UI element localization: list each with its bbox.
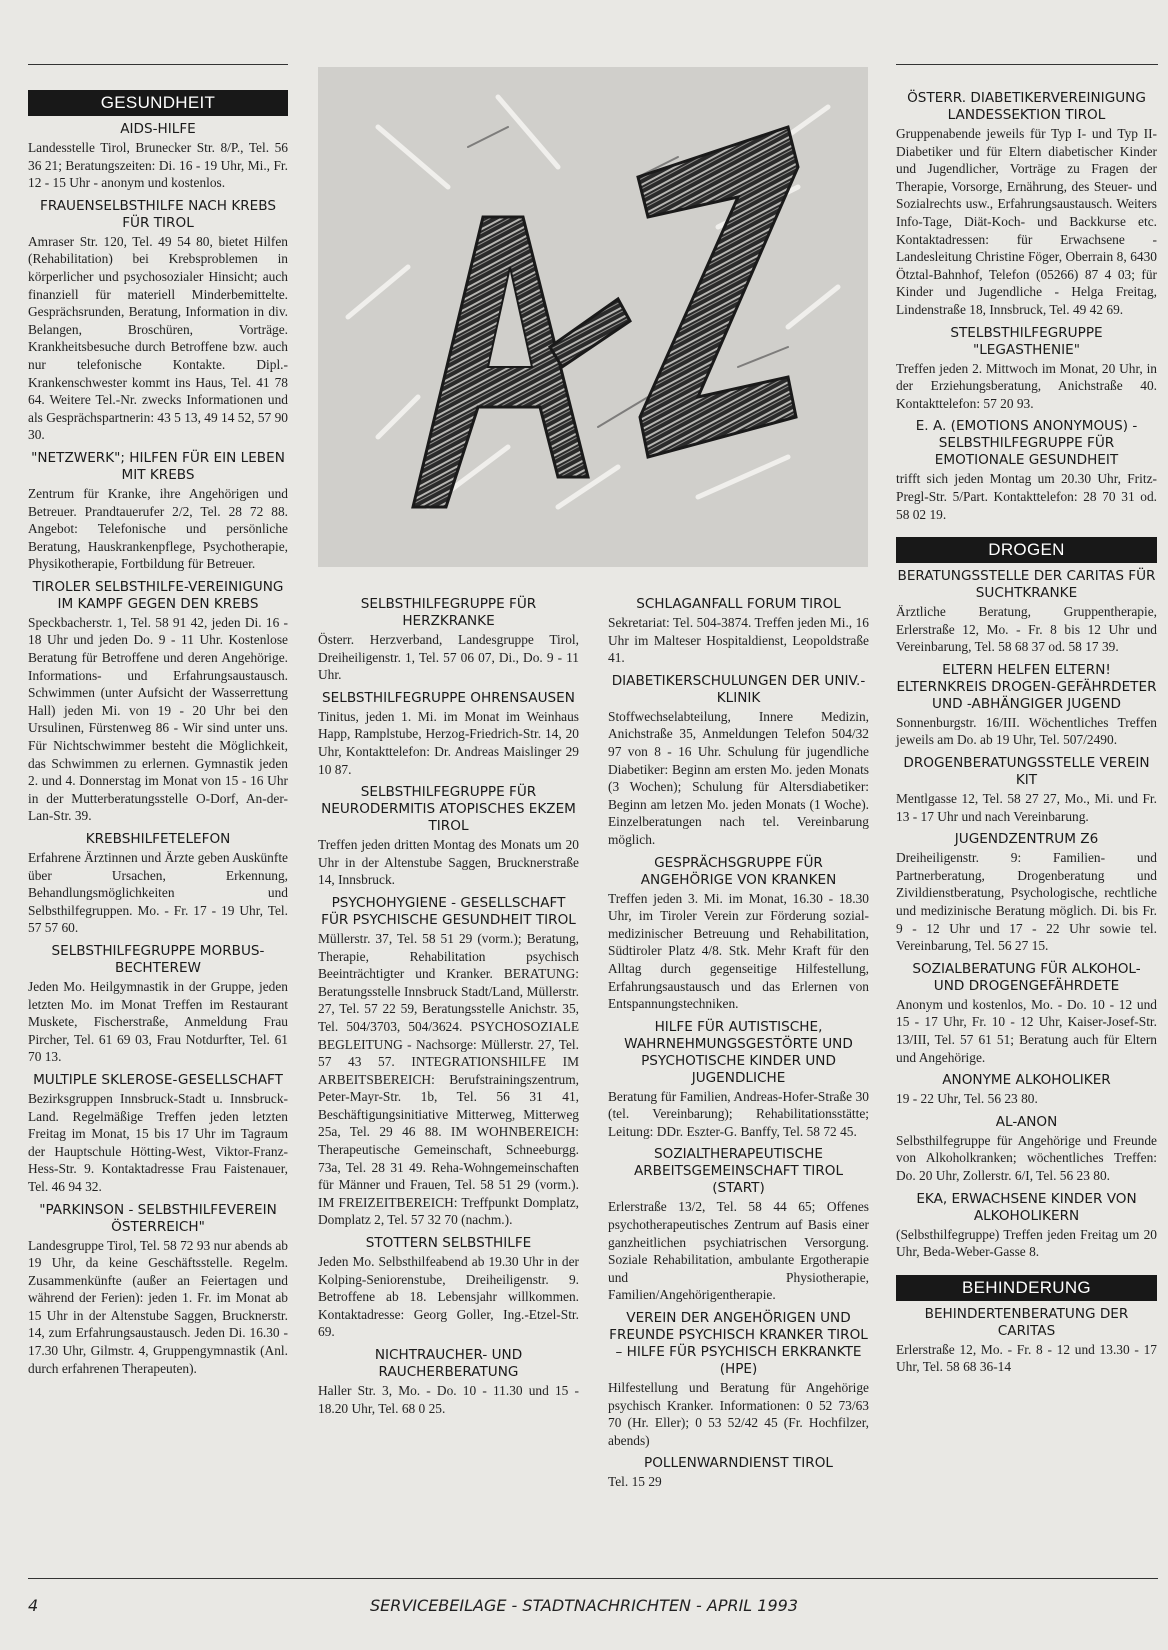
entry-body: Stoffwechselabteilung, Innere Medizin, Anichstraße 35, Anmeldungen Telefon 504/32 97 von 8 - 16 Uhr. Schulung für jugendliche Diabetiker: Beginn am ersten Mo. jeden Monats (3 Wochen); Schulung für Altersdiabetiker: Beginn am letzen Mo. jeden Monats (1 Woche). Einzelberatungen nach tel. Vereinbarung möglich.: [608, 708, 869, 847]
entry-body: Treffen jeden 2. Mittwoch im Monat, 20 Uhr, in der Erziehungsberatung, Anichstraße 40. Kontakttelefon: 57 20 93.: [896, 360, 1157, 411]
column-3: [608, 596, 869, 1497]
entry-title: SELBSTHILFEGRUPPE FÜR NEURODERMITIS ATOPISCHES EKZEM TIROL: [321, 784, 576, 835]
entry-body: Amraser Str. 120, Tel. 49 54 80, bietet Hilfen (Rehabilitation) bei Krebsproblemen in körperlicher und psychosozialer Hinsicht; auch finanziell für materiell Minderbemittelte. Gesprächsrunden, Beratung, Information in div. Belangen, Broschüren, Vorträge. Krankheitsbesuche durch Betroffene bzw. auch nur telefonische Kontakte. Dipl.-Krankenschwester kommt ins Haus, Tel. 41 78 64. Weitere Tel.-Nr. zwecks Informationen und als Gesprächspartnerin: 43 5 13, 49 14 52, 57 90 30.: [28, 233, 288, 443]
entry-body: Treffen jeden 3. Mi. im Monat, 16.30 - 18.30 Uhr, im Tiroler Verein zur Förderung sozial-medizinischer Betreuung und Rehabilitation, Südtiroler Platz 4/8. Stk. Mehr Kraft für den Alltag durch gegenseitige Hilfestellung, Erfahrungsaustausch und das Erlernen von Entspannungstechniken.: [608, 890, 869, 1012]
a-z-illustration: [318, 67, 868, 567]
entry-title: ELTERN HELFEN ELTERN! ELTERNKREIS DROGEN-GEFÄHRDETER UND -ABHÄNGIGER JUGEND: [896, 661, 1157, 712]
entry-title: SOZIALBERATUNG FÜR ALKOHOL- UND DROGENGEFÄHRDETE: [912, 960, 1141, 994]
entry-body: Mentlgasse 12, Tel. 58 27 27, Mo., Mi. und Fr. 13 - 17 Uhr und nach Vereinbarung.: [896, 791, 1157, 824]
entry-title: SCHLAGANFALL FORUM TIROL: [636, 596, 841, 612]
entry-title: BERATUNGSSTELLE DER CARITAS FÜR SUCHTKRANKE: [897, 568, 1156, 602]
bottom-rule: [28, 1578, 1158, 1579]
entry-title: BEHINDERTENBERATUNG DER CARITAS: [924, 1305, 1129, 1339]
entry-body: Beratung für Familien, Andreas-Hofer-Straße 30 (tel. Vereinbarung); Rehabilitationsstätte; Leitung: DDr. Eszter-G. Banffy, Tel. 58 72 45.: [608, 1088, 869, 1139]
a-z-hero-artwork: [318, 67, 868, 567]
entry-body: Österr. Herzverband, Landesgruppe Tirol, Dreiheiligenstr. 1, Tel. 57 06 07, Di., Do. 9 - 11 Uhr.: [318, 632, 579, 683]
entry-title: STELBSTHILFEGRUPPE "LEGASTHENIE": [950, 324, 1103, 358]
entry-title: KREBSHILFETELEFON: [85, 831, 231, 847]
entry-body: Jeden Mo. Heilgymnastik in der Gruppe, jeden letzten Mo. im Monat Treffen im Restaurant Muskete, Fischerstraße, Anmeldung Frau Pircher, Tel. 61 69 03, Frau Notdurfter, Tel. 61 70 13.: [28, 978, 288, 1065]
entry-title: EKA, ERWACHSENE KINDER VON ALKOHOLIKERN: [916, 1190, 1137, 1224]
entry-title: STOTTERN SELBSTHILFE: [365, 1235, 532, 1252]
entry-body: Bezirksgruppen Innsbruck-Stadt u. Innsbruck-Land. Regelmäßige Treffen jeden letzten Freitag im Monat, 15 bis 17 Uhr im Tagraum der Hauptschule Hötting-West, Viktor-Franz-Hess-Str. 9. Kontaktadresse Frau Faistenauer, Tel. 46 94 32.: [28, 1090, 288, 1194]
entry-body: Erlerstraße 13/2, Tel. 58 44 65; Offenes psychotherapeutisches Zentrum auf Basis einer ganzheitlichen psychiatrischen Versorgung. Soziale Rehabilitation, ambulante Ergotherapie und Physiotherapie, Familien/Angehörigentherapie.: [608, 1199, 869, 1303]
entry-title: PSYCHOHYGIENE - GESELLSCHAFT FÜR PSYCHISCHE GESUNDHEIT TIROL: [321, 894, 576, 928]
entry-title: "NETZWERK"; HILFEN FÜR EIN LEBEN MIT KREBS: [31, 449, 285, 483]
section-header-gesundheit: GESUNDHEIT: [28, 90, 288, 116]
entry-body: Haller Str. 3, Mo. - Do. 10 - 11.30 und 15 - 18.20 Uhr, Tel. 68 0 25.: [318, 1383, 579, 1416]
entry-title: FRAUENSELBSTHILFE NACH KREBS FÜR TIROL: [40, 197, 276, 231]
entry-title: AIDS-HILFE: [120, 121, 196, 137]
entry-title: E. A. (EMOTIONS ANONYMOUS) - SELBSTHILFEGRUPPE FÜR EMOTIONALE GESUNDHEIT: [915, 418, 1138, 469]
entry-body: Gruppenabende jeweils für Typ I- und Typ II-Diabetiker und für Eltern diabetischer Kinder und Jugendlicher, Vorträge zu Fragen der Therapie, Vorsorge, Ernährung, des Steuer- und Sozialrechts usw., Erfahrungsaustausch. Weiters Info-Tage, Diät-Koch- und Backkurse etc. Kontaktadressen: für Erwachsene - Landesleitung Christine Föger, Oberrain 8, 6430 Ötztal-Bahnhof, Telefon (05266) 87 4 03; für Kinder und Jugendliche - Helga Freitag, Lindenstraße 18, Innsbruck, Tel. 49 42 69.: [896, 126, 1157, 317]
entry-title: AL-ANON: [995, 1113, 1058, 1130]
entry-title: VEREIN DER ANGEHÖRIGEN UND FREUNDE PSYCHISCH KRANKER TIROL – HILFE FÜR PSYCHISCH ERKRANKTE (HPE): [609, 1310, 868, 1378]
top-rule-left: [28, 64, 288, 65]
entry-body: Erlerstraße 12, Mo. - Fr. 8 - 12 und 13.30 - 17 Uhr, Tel. 58 68 36-14: [896, 1341, 1157, 1375]
entry-title: SELBSTHILFEGRUPPE FÜR HERZKRANKE: [360, 596, 537, 629]
entry-body: Sekretariat: Tel. 504-3874. Treffen jeden Mi., 16 Uhr im Malteser Hospitaldienst, Leopoldstraße 41.: [608, 615, 869, 666]
entry-body: 19 - 22 Uhr, Tel. 56 23 80.: [896, 1091, 1038, 1107]
entry-body: Erfahrene Ärztinnen und Ärzte geben Auskünfte über Ursachen, Erkennung, Behandlungsmöglichkeiten und Selbsthilfegruppen. Mo. - Fr. 17 - 19 Uhr, Tel. 57 57 60.: [28, 850, 288, 936]
entry-title: ÖSTERR. DIABETIKERVEREINIGUNG LANDESSEKTION TIROL: [907, 90, 1146, 123]
column-2: [318, 596, 579, 1423]
entry-title: GESPRÄCHSGRUPPE FÜR ANGEHÖRIGE VON KRANKEN: [640, 854, 837, 888]
entry-title: SOZIALTHERAPEUTISCHE ARBEITSGEMEINSCHAFT TIROL (START): [633, 1146, 844, 1197]
entry-title: MULTIPLE SKLEROSE-GESELLSCHAFT: [33, 1071, 283, 1088]
entry-title: HILFE FÜR AUTISTISCHE, WAHRNEHMUNGSGESTÖRTE UND PSYCHOTISCHE KINDER UND JUGENDLICHE: [624, 1018, 853, 1086]
section-header-drogen: DROGEN: [896, 537, 1157, 563]
entry-title: DROGENBERATUNGSSTELLE VEREIN KIT: [903, 755, 1150, 789]
entry-title: "PARKINSON - SELBSTHILFEVEREIN ÖSTERREICH": [39, 1201, 277, 1235]
entry-body: Sonnenburgstr. 16/III. Wöchentliches Treffen jeweils am Do. ab 19 Uhr, Tel. 507/2490.: [896, 714, 1157, 748]
entry-body: Treffen jeden dritten Montag des Monats um 20 Uhr in der Altenstube Saggen, Brucknerstraße 14, Innsbruck.: [318, 837, 579, 888]
entry-body: Jeden Mo. Selbsthilfeabend ab 19.30 Uhr in der Kolping-Seniorenstube, Dreiheiligenstr. 9. Betroffene ab 18. Lebensjahr willkommen. Kontaktadresse: Georg Goller, Ing.-Etzel-Str. 69.: [318, 1254, 579, 1340]
entry-body: Speckbacherstr. 1, Tel. 58 91 42, jeden Di. 16 - 18 Uhr und jeden Do. 9 - 11 Uhr. Kostenlose Beratung für Betroffene und deren Angehörige. Informations- und Erfahrungsaustausch. Schwimmen (unter Aufsicht der Wasserrettung Hall) jeden Mi. von 19 - 20 Uhr bei den Ursulinen, Fürstenweg 86 - Wir sind unter uns. Für Nichtschwimmer besteht die Möglichkeit, das Schwimmen zu erlernen. Gymnastik jeden 2. und 4. Donnerstag im Monat von 15 - 16 Uhr in der Mutterberatungsstelle O-Dorf, An-der-Lan-Str. 39.: [28, 614, 288, 824]
entry-body: Tel. 15 29: [608, 1474, 662, 1490]
entry-body: Landesstelle Tirol, Brunecker Str. 8/P., Tel. 56 36 21; Beratungszeiten: Di. 16 - 19 Uhr, Mi., Fr. 12 - 15 Uhr - anonym und kostenlos.: [28, 140, 288, 191]
entry-title: DIABETIKERSCHULUNGEN DER UNIV.-KLINIK: [611, 672, 866, 706]
entry-body: Dreiheiligenstr. 9: Familien- und Partnerberatung, Drogenberatung und Zivildienstberatung, Psychologische, rechtliche und medizinische Beratung möglich. Di. bis Fr. 9 - 12 Uhr und 17 - 22 Uhr sowie tel. Vereinbarung, Tel. 56 27 15.: [896, 850, 1157, 954]
entry-body: Selbsthilfegruppe für Angehörige und Freunde von Alkoholkranken; wöchentliches Treffen: Do. 20 Uhr, Zollerstr. 6/I, Tel. 56 23 80.: [896, 1132, 1157, 1183]
entry-title: SELBSTHILFEGRUPPE OHRENSAUSEN: [322, 689, 575, 706]
entry-body: (Selbsthilfegruppe) Treffen jeden Freitag um 20 Uhr, Beda-Weber-Gasse 8.: [896, 1226, 1157, 1260]
entry-body: Anonym und kostenlos, Mo. - Do. 10 - 12 und 15 - 17 Uhr, Fr. 10 - 12 Uhr, Kaiser-Josef-Str. 13/III, Tel. 57 61 51; Beratung auch für Eltern und Angehörige.: [896, 996, 1157, 1065]
entry-body: Zentrum für Kranke, ihre Angehörigen und Betreuer. Prandtauerufer 2/2, Tel. 28 72 88. Angebot: Telefonische und persönliche Beratung, Hauskrankenpflege, Psychotherapie, Physikotherapie, Fortbildung für Betreuer.: [28, 485, 288, 572]
entry-body: trifft sich jeden Montag um 20.30 Uhr, Fritz-Pregl-Str. 5/Part. Kontakttelefon: 28 70 31 od. 58 02 19.: [896, 471, 1157, 522]
section-header-behinderung: BEHINDERUNG: [896, 1275, 1157, 1301]
entry-title: SELBSTHILFEGRUPPE MORBUS-BECHTEREW: [51, 942, 265, 976]
entry-title: JUGENDZENTRUM Z6: [954, 831, 1099, 848]
entry-title: POLLENWARNDIENST TIROL: [644, 1455, 833, 1472]
footer-publication: SERVICEBEILAGE - STADTNACHRICHTEN - APRIL 1993: [369, 1596, 799, 1615]
entry-title: TIROLER SELBSTHILFE-VEREINIGUNG IM KAMPF GEGEN DEN KREBS: [32, 578, 284, 612]
entry-body: Hilfestellung und Beratung für Angehörige psychisch Kranker. Informationen: 0 52 73/63 70 (Hr. Eller); 0 53 52/42 45 (Fr. Hochfilzer, abends): [608, 1380, 869, 1448]
entry-body: Müllerstr. 37, Tel. 58 51 29 (vorm.); Beratung, Therapie, Rehabilitation psychisch Beeinträchtigter und Kranker. BERATUNG: Beratungsstelle Innsbruck Stadt/Land, Müllerstr. 27, Tel. 57 22 59, Beratungsstelle Anichstr. 35, Tel. 504/3703, 504/3624. PSYCHOSOZIALE BEGLEITUNG - Nachsorge: Müllerstr. 27, Tel. 57 43 57. INTEGRATIONSHILFE IM ARBEITSBEREICH: Berufstrainingszentrum, Peter-Mayr-Str. 1b, Tel. 56 31 41, Beschäftigungsinitiative Mitterweg, Mitterweg 25a, Tel. 29 46 88. IM WOHNBEREICH: Therapeutische Gemeinschaft, Schneeburgg. 73a, Tel. 28 31 49. Reha-Wohngemeinschaften für Männer und Frauen, Tel. 58 51 29 (vorm.). IM FREIZEITBEREICH: Treffpunkt Domplatz, Domplatz 2, Tel. 57 32 70 (nachm.).: [318, 930, 579, 1228]
entry-title: ANONYME ALKOHOLIKER: [942, 1072, 1111, 1089]
entry-body: Tinitus, jeden 1. Mi. im Monat im Weinhaus Happ, Ramplstube, Herzog-Friedrich-Str. 14, 20 Uhr, Kontakttelefon: Dr. Andreas Maislinger 29 10 87.: [318, 708, 579, 777]
entry-body: Landesgruppe Tirol, Tel. 58 72 93 nur abends ab 19 Uhr, da keine Geschäftsstelle. Regelm. Zusammenkünfte (außer an Feiertagen und während der Ferien): jeden 1. Fr. im Monat ab 15 Uhr in der Altenstube Saggen, Brucknerstr. 14, zum Erfahrungsaustausch. Jeden Di. 16.30 - 17.30 Uhr, Gilmstr. 4, Gruppengymnastik (Anl. durch erfahrenen Therapeuten).: [28, 1237, 288, 1376]
page-number: 4: [28, 1596, 39, 1615]
top-rule-right: [896, 64, 1158, 65]
entry-body: Ärztliche Beratung, Gruppentherapie, Erlerstraße 12, Mo. - Fr. 8 bis 12 Uhr und Vereinbarung, Tel. 58 68 37 od. 58 17 39.: [896, 604, 1157, 655]
column-4: [896, 90, 1157, 1382]
entry-title: NICHTRAUCHER- UND RAUCHERBERATUNG: [374, 1347, 523, 1380]
column-1: [28, 90, 288, 1383]
